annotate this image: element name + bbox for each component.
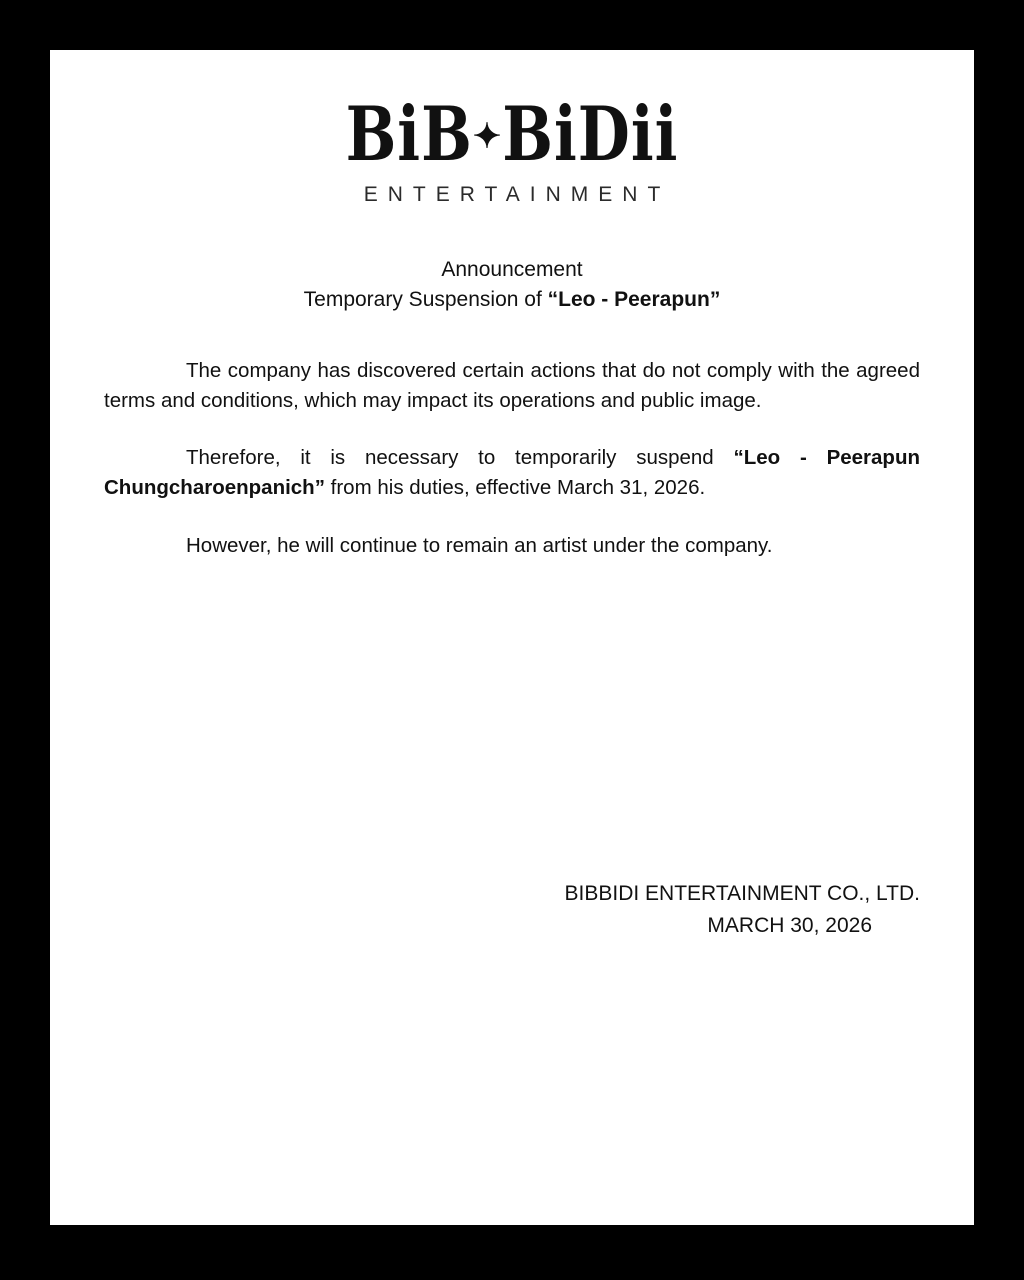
announcement-page (50, 50, 974, 1225)
logo-subtitle: ENTERTAINMENT (363, 183, 671, 206)
title-subject (50, 285, 974, 315)
title-subject-prefix: Temporary Suspension of (303, 288, 548, 312)
signature-company: BIBBIDI ENTERTAINMENT CO., LTD. (564, 882, 920, 906)
paragraph-2-suffix: from his duties, effective March 31, 2026. (324, 476, 706, 500)
sparkle-icon: ✦ (472, 115, 503, 156)
logo-wordmark-left: BiB (345, 91, 473, 179)
signature-date: MARCH 30, 2026 (707, 913, 872, 937)
paragraph-2-prefix: Therefore, it is necessary to temporarily suspend (186, 446, 734, 470)
paragraph-2 (104, 443, 920, 502)
page-title (50, 255, 974, 316)
announcement-body (104, 356, 920, 561)
logo-wordmark-right: BiDii (502, 91, 679, 179)
company-logo (50, 91, 974, 207)
title-announcement: Announcement (441, 258, 583, 281)
paragraph-1: The company has discovered certain actions that do not comply with the agreed terms and conditions, which may impact its operations and public image. (104, 358, 920, 412)
paragraph-2-artist-name: “Leo - Peerapun Chungcharoenpanich” (104, 446, 920, 500)
paragraph-3: However, he will continue to remain an artist under the company. (186, 533, 773, 557)
signature-block (104, 878, 920, 941)
logo-wordmark (345, 91, 679, 179)
title-subject-name: “Leo - Peerapun” (547, 288, 721, 312)
